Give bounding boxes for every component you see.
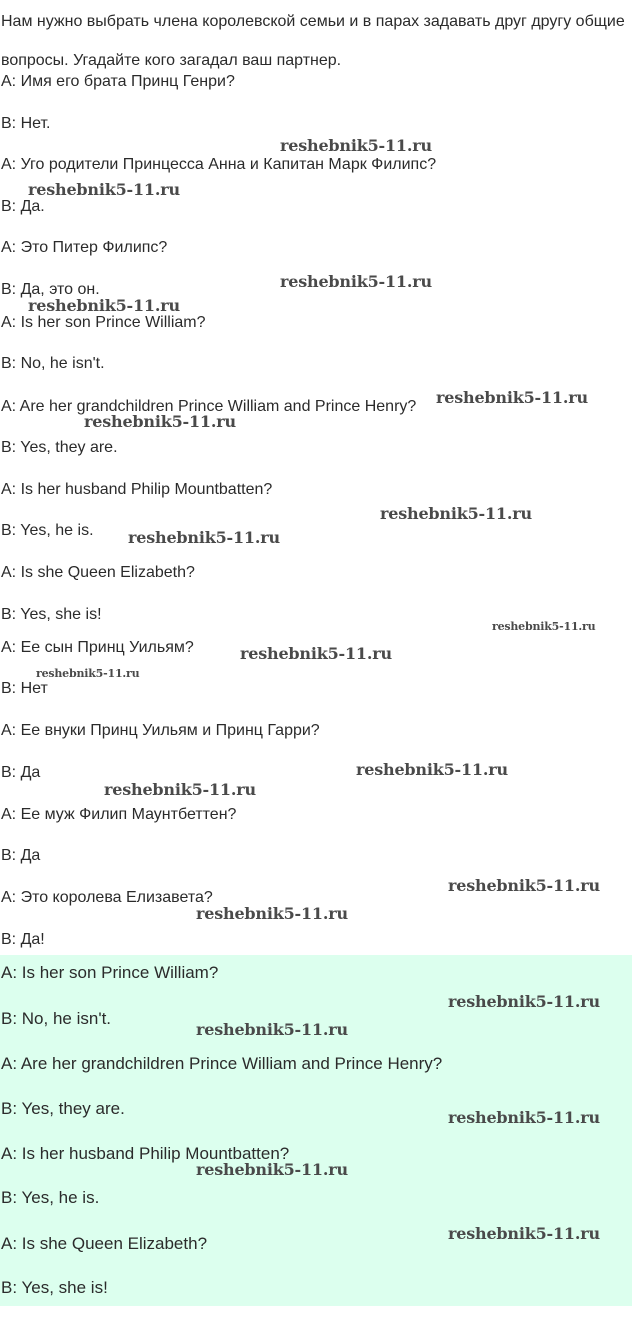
answer-line: B: Yes, she is! (1, 1278, 108, 1297)
dialogue-line: A: Это королева Елизавета? (1, 889, 213, 906)
watermark: reshebnik5-11.ru (448, 992, 600, 1011)
dialogue-line: B: Yes, she is! (1, 606, 102, 623)
watermark: reshebnik5-11.ru (36, 667, 140, 680)
answer-line: B: No, he isn't. (1, 1009, 112, 1028)
watermark: reshebnik5-11.ru (356, 760, 508, 779)
dialogue-line: B: Yes, they are. (1, 439, 118, 456)
watermark: reshebnik5-11.ru (28, 296, 180, 315)
answer-line: A: Is she Queen Elizabeth? (1, 1234, 208, 1253)
dialogue-line: A: Are her grandchildren Prince William and Prince Henry? (1, 398, 417, 415)
dialogue-line: B: Нет. (1, 115, 51, 132)
intro-text: Нам нужно выбрать члена королевской семьи и в парах задавать друг другу общие вопросы. Угадайте кого загадал ваш партнер. (1, 13, 625, 69)
watermark: reshebnik5-11.ru (280, 272, 432, 291)
watermark: reshebnik5-11.ru (448, 1224, 600, 1243)
dialogue-line: B: Да (1, 847, 41, 864)
dialogue-line: A: Ее внуки Принц Уильям и Принц Гарри? (1, 722, 320, 739)
dialogue-line: B: Yes, he is. (1, 522, 94, 539)
dialogue-line: B: Да! (1, 931, 45, 948)
dialogue-line: A: Уго родители Принцесса Анна и Капитан Марк Филипс? (1, 156, 437, 173)
dialogue-line: B: Да, это он. (1, 281, 100, 298)
watermark: reshebnik5-11.ru (196, 904, 348, 923)
answer-line: B: Yes, they are. (1, 1099, 125, 1118)
dialogue-line: B: No, he isn't. (1, 355, 105, 372)
dialogue-line: A: Is her husband Philip Mountbatten? (1, 481, 273, 498)
dialogue-line: B: Да (1, 764, 41, 781)
dialogue-line: A: Это Питер Филипс? (1, 239, 168, 256)
watermark: reshebnik5-11.ru (196, 1160, 348, 1179)
answer-line: B: Yes, he is. (1, 1188, 100, 1207)
dialogue-line: B: Нет (1, 680, 48, 697)
answer-line: A: Is her husband Philip Mountbatten? (1, 1144, 290, 1163)
watermark: reshebnik5-11.ru (196, 1020, 348, 1039)
answer-line: A: Is her son Prince William? (1, 963, 219, 982)
dialogue-line: A: Ее муж Филип Маунтбеттен? (1, 806, 237, 823)
dialogue-line: A: Ее сын Принц Уильям? (1, 639, 194, 656)
watermark: reshebnik5-11.ru (128, 528, 280, 547)
watermark: reshebnik5-11.ru (240, 644, 392, 663)
dialogue-line: A: Имя его брата Принц Генри? (1, 73, 235, 90)
answer-line: A: Are her grandchildren Prince William and Prince Henry? (1, 1054, 443, 1073)
dialogue-line: A: Is her son Prince William? (1, 314, 206, 331)
dialogue-line: A: Is she Queen Elizabeth? (1, 564, 195, 581)
watermark: reshebnik5-11.ru (448, 1108, 600, 1127)
watermark: reshebnik5-11.ru (280, 136, 432, 155)
watermark: reshebnik5-11.ru (492, 620, 596, 633)
watermark: reshebnik5-11.ru (436, 388, 588, 407)
watermark: reshebnik5-11.ru (28, 180, 180, 199)
watermark: reshebnik5-11.ru (448, 876, 600, 895)
watermark: reshebnik5-11.ru (380, 504, 532, 523)
watermark: reshebnik5-11.ru (84, 412, 236, 431)
watermark: reshebnik5-11.ru (104, 780, 256, 799)
dialogue-line: B: Да. (1, 198, 45, 215)
